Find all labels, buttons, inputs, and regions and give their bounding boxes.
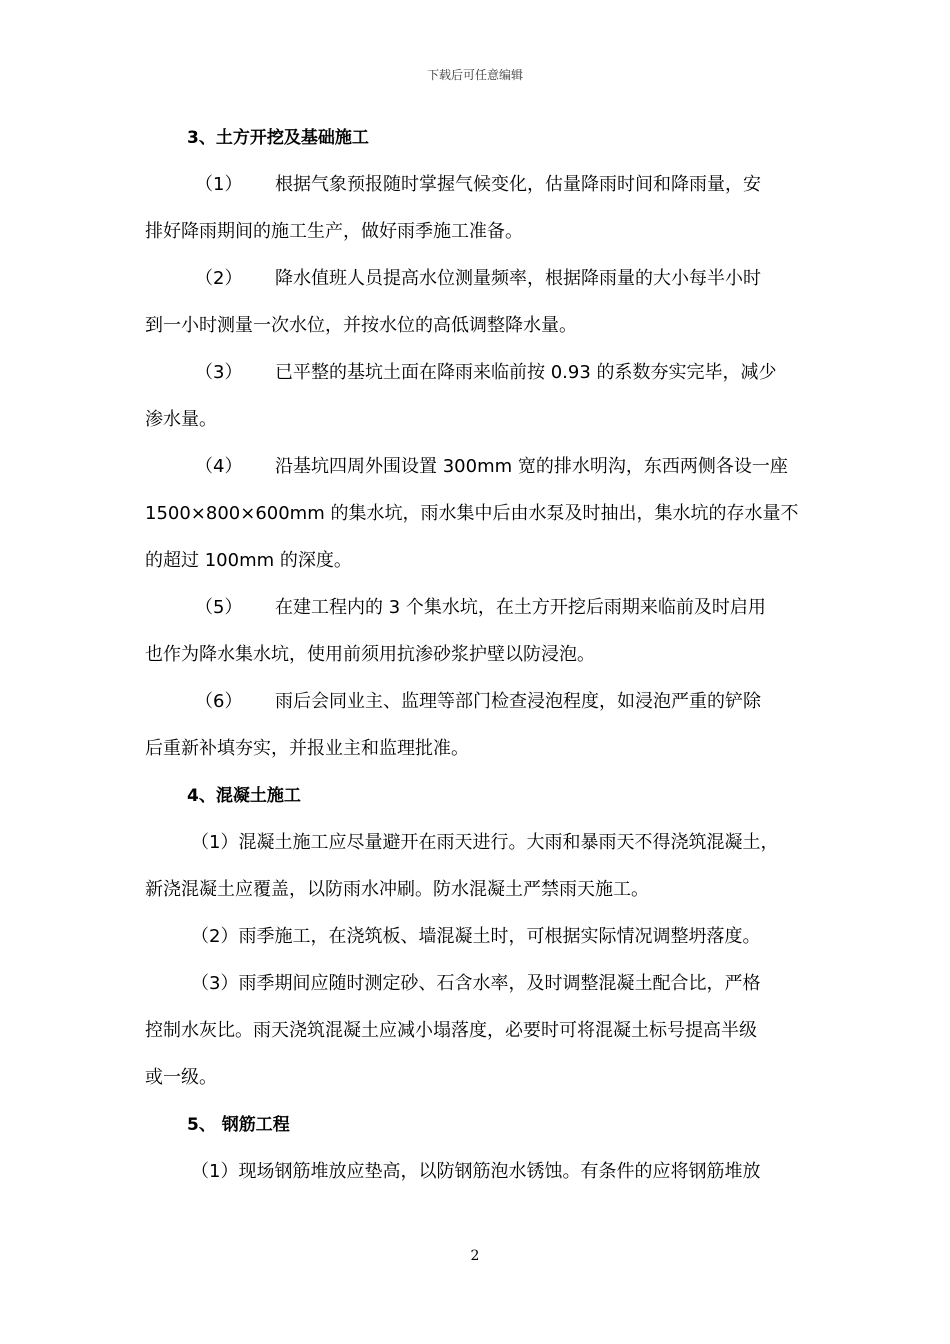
header-note: 下载后可任意编辑 xyxy=(426,68,523,82)
section-3-item-2 xyxy=(145,265,807,312)
item-text: 已平整的基坑土面在降雨来临前按 0.93 的系数夯实完毕，减少 xyxy=(275,362,777,383)
section-4-para-1: （1）混凝土施工应尽量避开在雨天进行。大雨和暴雨天不得浇筑混凝土， xyxy=(191,832,779,853)
item-continuation: 也作为降水集水坑，使用前须用抗渗砂浆护壁以防浸泡。 xyxy=(145,644,595,665)
para-continuation: 新浇混凝土应覆盖，以防雨水冲刷。防水混凝土严禁雨天施工。 xyxy=(145,879,649,900)
item-continuation: 到一小时测量一次水位，并按水位的高低调整降水量。 xyxy=(145,315,577,336)
document-body xyxy=(145,124,807,1205)
item-continuation: 1500×800×600mm 的集水坑，雨水集中后由水泵及时抽出，集水坑的存水量不 xyxy=(145,503,799,524)
para-continuation: 控制水灰比。雨天浇筑混凝土应减小塌落度，必要时可将混凝土标号提高半级 xyxy=(145,1020,757,1041)
section-3-item-5 xyxy=(145,594,807,641)
item-number: （1） xyxy=(195,174,243,195)
section-4-heading: 4、混凝土施工 xyxy=(187,786,301,806)
item-number: （2） xyxy=(195,268,243,289)
item-number: （4） xyxy=(195,456,243,477)
section-3-item-3 xyxy=(145,359,807,406)
section-4-para-3: （3）雨季期间应随时测定砂、石含水率，及时调整混凝土配合比，严格 xyxy=(191,973,761,994)
item-text: 降水值班人员提高水位测量频率，根据降雨量的大小每半小时 xyxy=(275,268,761,289)
item-number: （5） xyxy=(195,597,243,618)
item-number: （3） xyxy=(195,362,243,383)
page-number: 2 xyxy=(470,1248,480,1264)
section-5-para-1: （1）现场钢筋堆放应垫高，以防钢筋泡水锈蚀。有条件的应将钢筋堆放 xyxy=(191,1161,761,1182)
section-4-para-2: （2）雨季施工，在浇筑板、墙混凝土时，可根据实际情况调整坍落度。 xyxy=(191,926,761,947)
item-continuation: 的超过 100mm 的深度。 xyxy=(145,550,352,571)
item-text: 雨后会同业主、监理等部门检查浸泡程度，如浸泡严重的铲除 xyxy=(275,691,761,712)
item-continuation: 后重新补填夯实，并报业主和监理批准。 xyxy=(145,738,469,759)
section-3-item-6 xyxy=(145,688,807,735)
item-continuation: 渗水量。 xyxy=(145,409,217,430)
item-text: 在建工程内的 3 个集水坑，在土方开挖后雨期来临前及时启用 xyxy=(275,597,766,618)
item-continuation: 排好降雨期间的施工生产，做好雨季施工准备。 xyxy=(145,221,523,242)
para-continuation: 或一级。 xyxy=(145,1067,217,1088)
item-text: 根据气象预报随时掌握气候变化，估量降雨时间和降雨量，安 xyxy=(275,174,761,195)
section-3-item-1 xyxy=(145,171,807,218)
item-text: 沿基坑四周外围设置 300mm 宽的排水明沟，东西两侧各设一座 xyxy=(275,456,788,477)
item-number: （6） xyxy=(195,691,243,712)
section-5-heading: 5、 钢筋工程 xyxy=(187,1115,290,1135)
section-3-heading: 3、土方开挖及基础施工 xyxy=(187,128,369,148)
section-3-item-4 xyxy=(145,453,807,500)
